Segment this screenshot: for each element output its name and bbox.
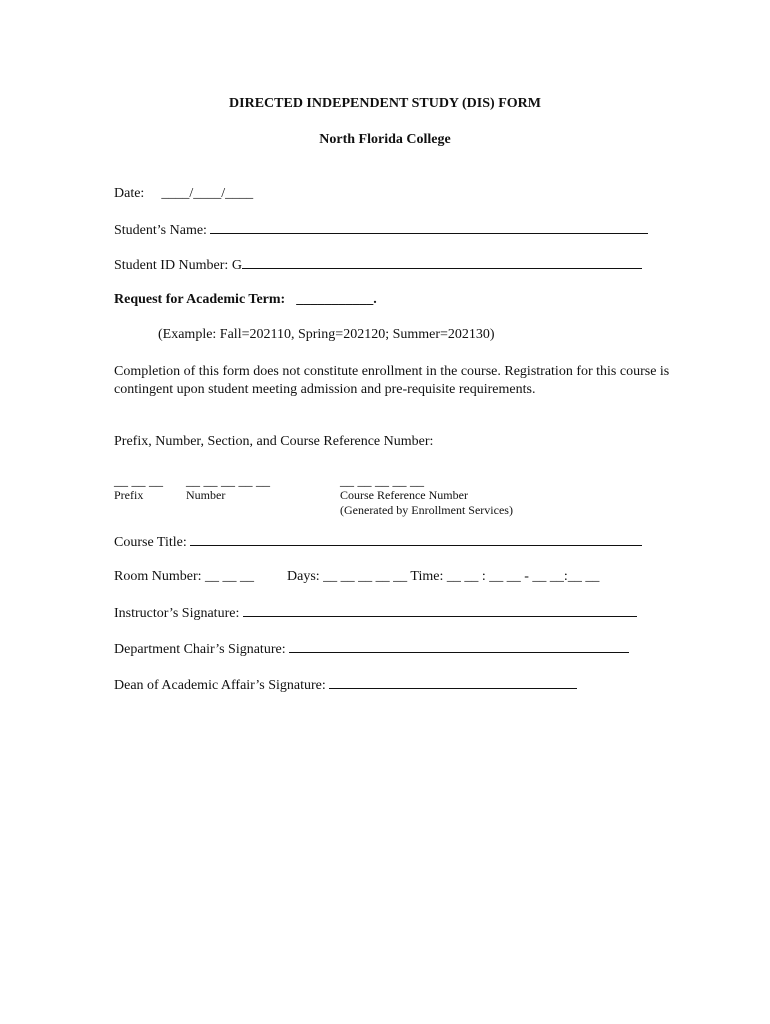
- room-number-field[interactable]: __ __ __: [205, 569, 254, 584]
- instructor-signature-row: [114, 604, 637, 622]
- dean-signature-field[interactable]: [329, 676, 577, 689]
- schedule-row: [114, 569, 599, 585]
- academic-term-label: Request for Academic Term:: [114, 292, 286, 307]
- crn-field[interactable]: __ __ __ __ __: [340, 474, 424, 489]
- form-title: DIRECTED INDEPENDENT STUDY (DIS) FORM: [229, 96, 541, 111]
- dean-signature-label: Dean of Academic Affair’s Signature:: [114, 678, 326, 693]
- student-name-label: Student’s Name:: [114, 223, 207, 238]
- enrollment-notice: Completion of this form does not constitute enrollment in the course. Registration for this course is contingent upon student meeting admission and pre-requisite requirements.: [114, 364, 670, 397]
- time-label: Time:: [410, 569, 444, 584]
- course-ref-heading: Prefix, Number, Section, and Course Reference Number:: [114, 434, 434, 449]
- institution-name: North Florida College: [319, 132, 451, 147]
- student-id-row: [114, 256, 642, 274]
- days-label: Days:: [287, 569, 320, 584]
- number-field[interactable]: __ __ __ __ __: [186, 474, 270, 489]
- academic-term-field[interactable]: ___________.: [296, 292, 377, 307]
- prefix-field[interactable]: __ __ __: [114, 474, 163, 489]
- prefix-label: Prefix: [114, 488, 144, 502]
- days-field[interactable]: __ __ __ __ __: [323, 569, 408, 584]
- date-label: Date:: [114, 186, 145, 201]
- chair-signature-label: Department Chair’s Signature:: [114, 642, 286, 657]
- crn-note: (Generated by Enrollment Services): [340, 503, 513, 517]
- dean-signature-row: [114, 676, 577, 694]
- student-name-row: [114, 221, 648, 239]
- instructor-signature-label: Instructor’s Signature:: [114, 606, 240, 621]
- term-example: (Example: Fall=202110, Spring=202120; Summer=202130): [158, 327, 495, 342]
- room-number-label: Room Number:: [114, 569, 202, 584]
- number-label: Number: [186, 488, 226, 502]
- date-field[interactable]: ____/____/____: [161, 186, 254, 201]
- time-field[interactable]: __ __ : __ __ - __ __:__ __: [446, 569, 600, 584]
- instructor-signature-field[interactable]: [243, 604, 637, 617]
- chair-signature-field[interactable]: [289, 640, 629, 653]
- academic-term-row: [114, 292, 377, 308]
- student-name-field[interactable]: [210, 221, 648, 234]
- student-id-label: Student ID Number: G: [114, 258, 242, 273]
- course-title-label: Course Title:: [114, 535, 187, 550]
- student-id-field[interactable]: [242, 256, 642, 269]
- date-row: [114, 186, 253, 202]
- crn-label: Course Reference Number: [340, 488, 468, 502]
- course-title-row: [114, 533, 642, 551]
- course-title-field[interactable]: [190, 533, 642, 546]
- chair-signature-row: [114, 640, 629, 658]
